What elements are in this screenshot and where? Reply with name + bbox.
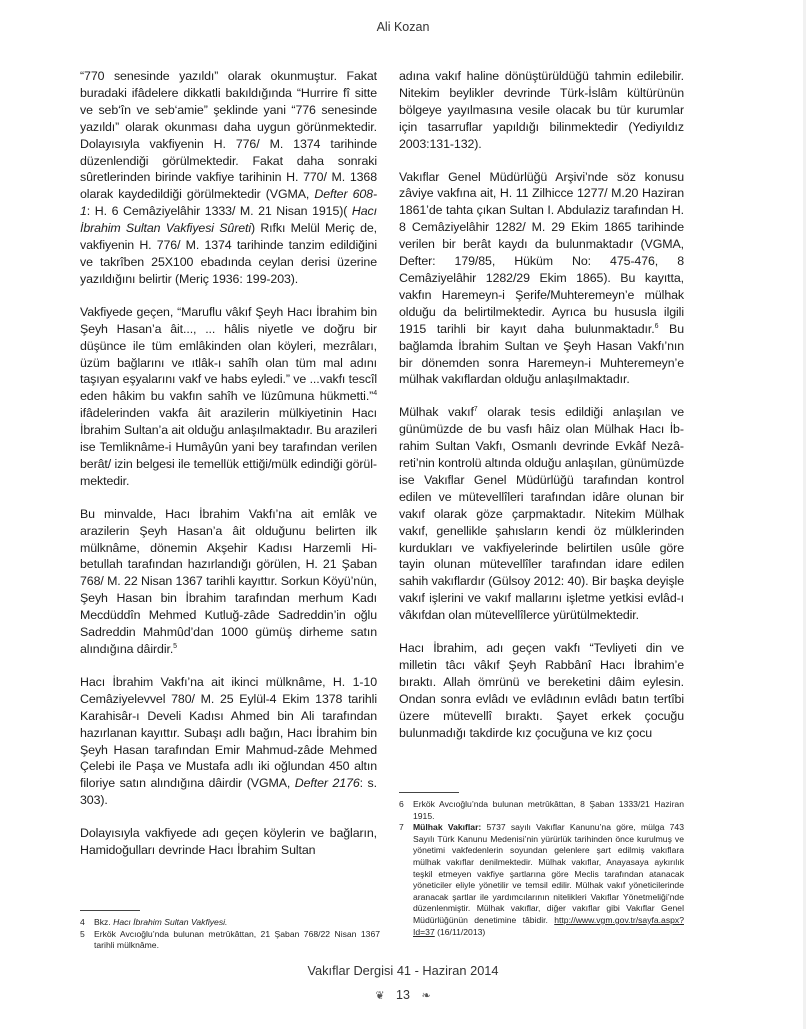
text-run: Vakıflar Genel Müdürlüğü Arşivi’nde söz konusu zâviye vakfına ait, H. 11 Zilhicce 1277/ M.20 Haziran 1861’de tahta çıkan Sultan I. Abdulaziz tarafından H. 8 Cemâziyelâhir 1282/ M. 29 Ekim 1865 tarihinde verilen bir berât kaydı da bulunmaktadır (VGMA, Defter: 179/85, Hüküm No: 475-476, 8 Cemâziyelâhir 1282/29 Ekim 1865). Bu kayıtta, vakfın Haremeyn-i Şerife/Muhteremeyn’e mülhak olduğu da belirtilmektedir. Ayrıca bu hususla ilgili 1915 tarihli bir kayıt daha bulunmaktadır. — [399, 169, 684, 336]
footnotes-left — [80, 910, 380, 952]
text-run: (16/11/2013) — [434, 926, 486, 937]
italic-citation: Hacı İbrahim Sultan Vakfiyesi Sûreti — [80, 204, 377, 236]
text-run: Vakfiyede geçen, “Maruflu vâkıf Şeyh Hacı İbrahim bin Şeyh Hasan’a âit..., ... hâlis niyetle ve doğru bir düşünce ile tüm emlâkinden olan köyleri, mezrâları, üzüm bağlarını ve ıtlâk-ı sahîh olan tüm mal adını taşıyan eşyalarını vakf ve habs eyledi.” ve ...vakfı tescîl eden hâkim bu vakfın sahîh ve lüzûmuna hükmetti.” — [80, 304, 377, 404]
journal-footer: Vakıflar Dergisi 41 - Haziran 2014 — [307, 963, 499, 978]
footnote-ref[interactable]: 4 — [373, 390, 377, 398]
ornament-left-icon: ❦ — [375, 989, 385, 1002]
footnote-7 — [399, 822, 684, 938]
footnote-ref[interactable]: 5 — [173, 643, 177, 650]
footnote-ref[interactable]: 7 — [473, 406, 478, 414]
vgm-link[interactable]: http://www.vgm.gov.tr/sayfa.aspx?Id=37 — [413, 914, 684, 937]
paragraph: adına vakıf haline dönüştürüldüğü tahmin edilebilir. Nitekim beylikler devrinde Türk-İslâm kültürünün bölgeye yayılmasına vesile olacak bu tür kurumlar için tasarruflar yapıldığı bilinmektedir (Yediyıldız 2003:131-132). — [399, 69, 684, 151]
page-number-row — [0, 988, 806, 1002]
text-run: Mülhak vakıf — [399, 405, 474, 420]
italic-citation: Defter 2176 — [294, 776, 360, 791]
paragraph — [399, 404, 684, 624]
paragraph: Dolayısıyla vakfiyede adı geçen köylerin ve bağların, Hamidoğulları devrinde Hacı İbrahim Sultan — [80, 826, 377, 858]
text-run: ) Rıfkı Melül Meriç de, vakfiyenin H. 776/ M. 1374 tarihinde tanzim edildiğini ve takrîben 25X100 ebadında ceylan derisi üzerine yazıldığını belirtir (Meriç 1936: 199-203). — [80, 221, 377, 286]
right-column — [399, 68, 684, 742]
footnote-ref[interactable]: 6 — [654, 322, 659, 330]
footnote-term: Mülhak Vakıflar: — [413, 822, 482, 833]
left-column — [80, 68, 377, 859]
text-run: Bu bağlamda İbrahim Sultan ve Şeyh Hasan Vakfı’nın bir dönemden sonra Haremeyn-i Muhteremeyn’e mülhak vakıflardan olduğu anlaşılmaktadır. — [399, 321, 684, 387]
paragraph — [399, 169, 684, 389]
text-run: : s. 303). — [80, 776, 377, 808]
footnotes-right — [399, 792, 684, 938]
text-run: Bkz. — [94, 917, 114, 927]
footnote-number: 6 — [399, 799, 404, 809]
paragraph: Hacı İbrahim, adı geçen vakfı “Tevliyeti din ve milletin tâcı vâkıf Şeyh Rabbânî Hacı İbrahim’e bıraktı. Allah ömrünü ve bereketini dâim eylesin. Ondan sonra evlâdı ve evlâdının evlâdı batın tertîbi üzere mütevellî bıraktı. Şayet erkek çocuğu bulunmadığı takdirde kız çocuğuna ve kız çocu — [399, 641, 684, 740]
text-run: olarak tesis edildiği anlaşılan ve günümüzde de bu vasfı hâiz olan Mülhak Hacı İbrahim Sultan Vakfı, Osmanlı devrinde Evkâf Nezâreti’nin kontrolü altında olduğu anlaşılan, günümüzde ise Vakıflar Genel Müdürlüğü tarafından kontrol edilen ve mütevellîleri tarafından idâre olunan bir vakıf olarak göze çarpmaktadır. Nitekim Mülhak vakıf, genellikle şahısların kendi öz mülklerinden kurdukları ve vakfiyelerinde belirtilen usûle göre tayin olunan mütevellîler tarafından idare edilen sahih vakıflardır (Gülsoy 2012: 40). Bir başka deyişle vakıf işlerini ve vakıf mallarını işletme yetkisi evlâd-ı vâkıfdan olan mütevellîlerce yürütülmektedir. — [399, 405, 684, 623]
text-run: Hacı İbrahim Vakfı’na ait ikinci mülknâme, H. 1-10 Cemâziyelevvel 780/ M. 25 Eylül-4 Ekim 1378 tarihli Karahisâr-ı Develi Kadısı Ahmed bin Ali tarafından hazırlanan kayıttır. Subaşı adlı bağın, Hacı İbrahim bin Şeyh Hasan tarafından Emir Mahmud-zâde Mehmed Çelebi ile Paşa ve Mustafa adlı iki oğlundan 450 altın filoriye satın alındığına dâirdir (VGMA, — [80, 674, 377, 791]
ornament-right-icon: ❧ — [421, 989, 431, 1002]
text-run: “770 senesinde yazıldı” olarak okunmuştur. Fakat buradaki ifâdelere dikkatli bakıldığında “Hurrire fî sitte ve seb‘în ve seb‘amie” şeklinde yani “776 senesinde yazıldı” olarak okunması daha uygun görünmektedir. Dolayısıyla vakfiyenin H. 776/ M. 1374 tarihinde düzenlendiği görülmektedir. Fakat daha sonraki sûretlerinden birinde vakfiye tarihinin H. 770/ M. 1368 olarak kaydedildiği görülmektedir (VGMA, — [80, 69, 377, 202]
footnote-number: 5 — [80, 928, 85, 939]
footnote-rule — [80, 910, 140, 911]
paragraph — [80, 674, 377, 809]
footnote-number: 7 — [399, 822, 404, 833]
footnote-text — [94, 917, 380, 929]
italic-citation: Defter 608-1 — [80, 187, 377, 219]
footnote-6 — [399, 799, 684, 822]
page-number: 13 — [396, 988, 410, 1002]
footnote-text — [413, 822, 684, 938]
footnote-text: Erkök Avcıoğlu’nda bulunan metrûkâttan, 21 Şaban 768/22 Nisan 1367 tarihli mülknâme. — [94, 928, 380, 951]
footnote-4 — [80, 917, 380, 929]
footnote-number: 4 — [80, 917, 85, 927]
text-run: ifâdelerinden vakfa âit arazilerin mülkiyetinin Hacı İbrahim Sultan’a ait olduğu anlaşılmaktadır. Bu arazileri ise Temliknâme-i Humâyûn yani bey tarafından verilen berât/ izin belgesi ile temellük ettiği/mülk edindiği görülmektedir. — [80, 406, 377, 488]
paragraph — [80, 304, 377, 490]
footnote-5 — [80, 929, 380, 952]
running-head: Ali Kozan — [376, 20, 430, 34]
text-run: : H. 6 Cemâziyelâhir 1333/ M. 21 Nisan 1915)( — [86, 204, 352, 219]
italic-citation: Hacı İbrahim Sultan Vakfiyesi. — [113, 917, 228, 927]
paragraph — [80, 506, 377, 658]
text-run: Bu minvalde, Hacı İbrahim Vakfı’na ait emlâk ve arazilerin Şeyh Hasan’a âit olduğunu belirten ilk mülknâme, dönemin Akşehir Kadısı Harzemli Hibetullah tarafından hazırlandığı görülen, H. 21 Şaban 768/ M. 22 Nisan 1367 tarihli kayıttır. Sorkun Köyü’nün, Şeyh Hasan bin İbrahim tarafından merhum Kadı Mecdüddîn Mehmed Kutluğ-zâde Sadreddin’in oğlu Sadreddin Mahmûd’dan 1000 gümüş dirheme satın alındığına dâirdir. — [80, 506, 377, 656]
footnote-text: Erkök Avcıoğlu’nda bulunan metrûkâttan, 8 Şaban 1333/21 Haziran 1915. — [413, 799, 684, 821]
footnote-rule — [399, 792, 459, 793]
paragraph — [80, 68, 377, 288]
text-run: 5737 sayılı Vakıflar Kanunu’na göre, mülga 743 Sayılı Türk Kanunu Medenisi’nin yürürlük tarihinden önce kurulmuş ve yönetimi vakfedenlerin soyundan gelenlere şart edilmiş vakıflara mülhak vakıflar denilmektedir. Mülhak vakıflar, Anayasaya aykırılık teşkil etmeyen vakfiye şartlarına göre Meclis tarafından atanacak yöneticiler eliyle yönetilir ve temsil edilir. Mülhak vakıf yöneticilerinde aranacak şartlar ile yardımcılarının nitelikleri Vakıflar Yönetmeliği’nde düzenlenmiştir. Mülhak vakıflar, diğer vakıflar gibi Vakıflar Genel Müdürlüğünün denetimine tâbidir. — [413, 822, 684, 925]
